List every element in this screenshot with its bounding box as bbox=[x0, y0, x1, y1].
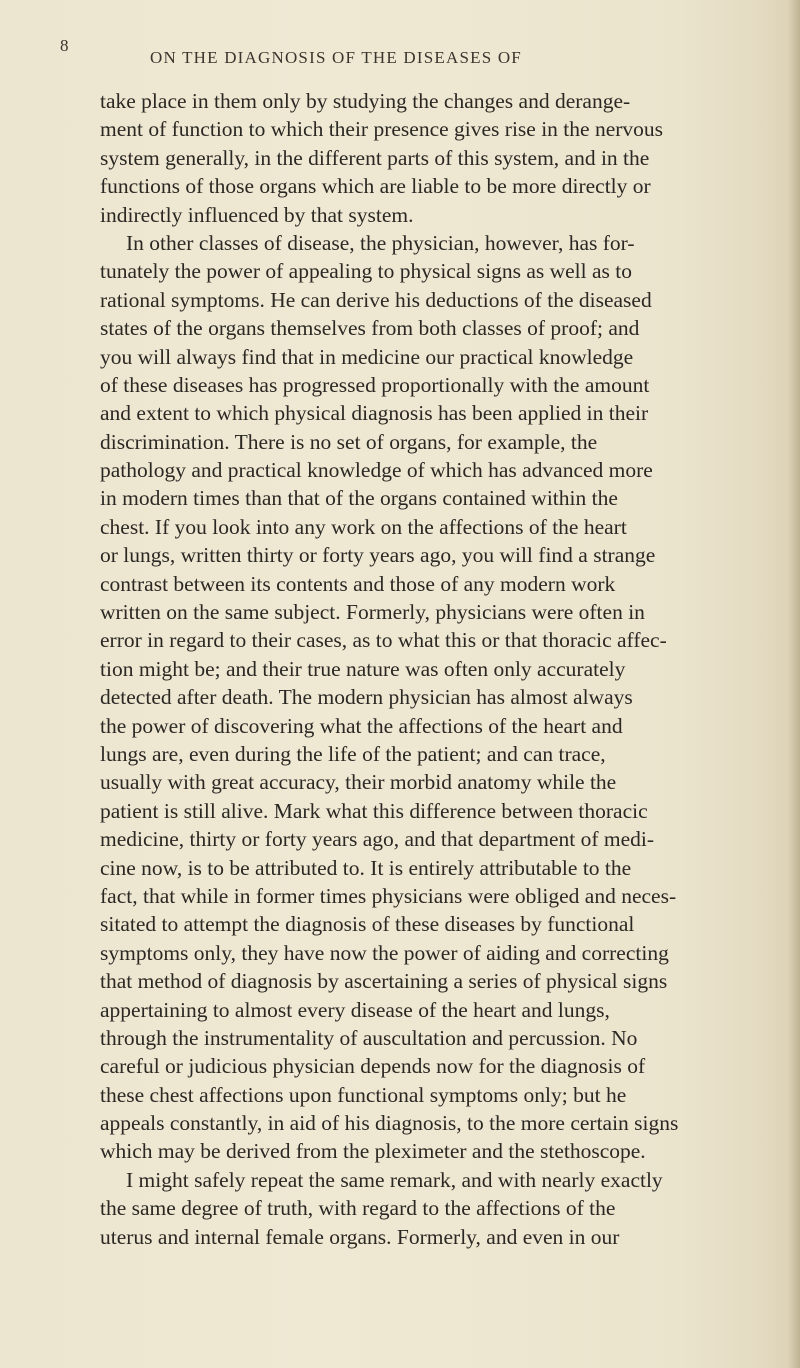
text-line: chest. If you look into any work on the affections of the heart bbox=[100, 514, 627, 539]
text-line: ment of function to which their presence gives rise in the nervous bbox=[100, 117, 664, 142]
page-header bbox=[60, 36, 760, 66]
text-line: states of the organs themselves from both classes of proof; and bbox=[100, 316, 640, 341]
text-line: error in regard to their cases, as to what this or that thoracic affec- bbox=[100, 628, 667, 653]
text-line: written on the same subject. Formerly, physicians were often in bbox=[100, 600, 645, 625]
text-line: functions of those organs which are liable to be more directly or bbox=[100, 174, 651, 199]
text-line: cine now, is to be attributed to. It is entirely attributable to the bbox=[100, 855, 632, 880]
running-head: ON THE DIAGNOSIS OF THE DISEASES OF bbox=[150, 48, 522, 67]
text-line: discrimination. There is no set of organs, for example, the bbox=[100, 429, 598, 454]
text-line: careful or judicious physician depends now for the diagnosis of bbox=[100, 1054, 646, 1079]
text-line: detected after death. The modern physician has almost always bbox=[100, 685, 633, 710]
text-line: take place in them only by studying the changes and derange- bbox=[100, 89, 631, 113]
text-line: appertaining to almost every disease of the heart and lungs, bbox=[100, 997, 610, 1022]
text-line: the power of discovering what the affections of the heart and bbox=[100, 713, 623, 738]
text-line: appeals constantly, in aid of his diagnosis, to the more certain signs bbox=[100, 1111, 679, 1136]
text-line: you will always find that in medicine our practical knowledge bbox=[100, 344, 634, 369]
paragraph-start-line: In other classes of disease, the physician, however, has for- bbox=[126, 230, 635, 255]
text-line: tunately the power of appealing to physical signs as well as to bbox=[100, 259, 632, 284]
text-line: patient is still alive. Mark what this difference between thoracic bbox=[100, 798, 648, 823]
text-line: fact, that while in former times physicians were obliged and neces- bbox=[100, 883, 677, 908]
text-line: contrast between its contents and those of any modern work bbox=[100, 571, 616, 596]
text-line: through the instrumentality of auscultation and percussion. No bbox=[100, 1025, 638, 1050]
text-line: or lungs, written thirty or forty years ago, you will find a strange bbox=[100, 543, 656, 568]
text-line: and extent to which physical diagnosis has been applied in their bbox=[100, 401, 649, 426]
text-line: medicine, thirty or forty years ago, and that department of medi- bbox=[100, 827, 655, 852]
body-text bbox=[100, 87, 788, 1251]
text-line: usually with great accuracy, their morbid anatomy while the bbox=[100, 770, 617, 795]
text-line: tion might be; and their true nature was often only accurately bbox=[100, 656, 626, 681]
text-line: system generally, in the different parts of this system, and in the bbox=[100, 145, 650, 170]
text-line: lungs are, even during the life of the patient; and can trace, bbox=[100, 741, 606, 766]
text-line: rational symptoms. He can derive his deductions of the diseased bbox=[100, 287, 652, 312]
paragraph-start-line: I might safely repeat the same remark, and with nearly exactly bbox=[126, 1167, 663, 1192]
text-line: indirectly influenced by that system. bbox=[100, 202, 414, 227]
page-number: 8 bbox=[60, 36, 69, 55]
text-line: which may be derived from the pleximeter and the stethoscope. bbox=[100, 1139, 646, 1164]
text-line: of these diseases has progressed proportionally with the amount bbox=[100, 372, 650, 397]
text-line: the same degree of truth, with regard to the affections of the bbox=[100, 1196, 616, 1221]
text-line: these chest affections upon functional symptoms only; but he bbox=[100, 1082, 627, 1107]
text-line: pathology and practical knowledge of which has advanced more bbox=[100, 458, 653, 483]
page-edge-shadow bbox=[788, 0, 800, 1368]
text-line: uterus and internal female organs. Formerly, and even in our bbox=[100, 1224, 620, 1249]
text-line: symptoms only, they have now the power of aiding and correcting bbox=[100, 940, 669, 965]
text-line: in modern times than that of the organs contained within the bbox=[100, 486, 618, 511]
text-line: that method of diagnosis by ascertaining a series of physical signs bbox=[100, 969, 668, 994]
text-line: sitated to attempt the diagnosis of these diseases by functional bbox=[100, 912, 635, 937]
